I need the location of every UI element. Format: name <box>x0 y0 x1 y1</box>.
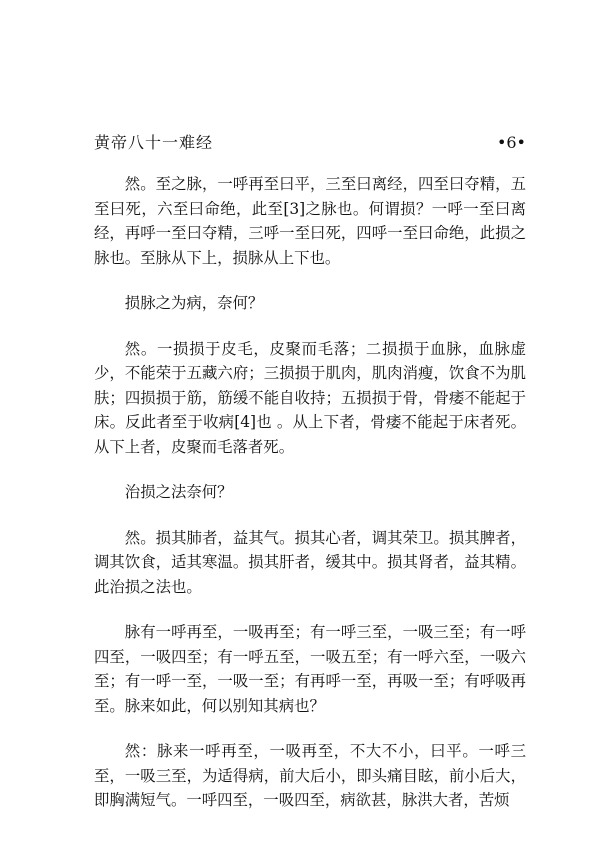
running-header <box>94 132 526 154</box>
book-title: 黄帝八十一难经 <box>94 133 214 152</box>
paragraph-question-breath: 脉有一呼再至，一吸再至；有一呼三至，一吸三至；有一呼四至，一吸四至；有一呼五至，一吸五至；有一呼六至，一吸六至；有一呼一至，一吸一至；有再呼一至，再吸一至；有呼吸再至。脉来如此，何以别知其病也？ <box>94 623 526 715</box>
paragraph-question-disease: 损脉之为病，奈何？ <box>124 294 264 312</box>
page-number: •6• <box>496 133 526 152</box>
paragraph-answer-treatment: 然。损其肺者，益其气。损其心者，调其荣卫。损其脾者，调其饮食，适其寒温。损其肝者，缓其中。损其肾者，益其精。此治损之法也。 <box>94 528 526 596</box>
paragraph-question-treatment: 治损之法奈何？ <box>124 483 233 501</box>
paragraph-answer-breath: 然：脉来一呼再至，一吸再至，不大不小，曰平。一呼三至，一吸三至，为适得病，前大后小，即头痛目眩，前小后大，即胸满短气。一呼四至，一吸四至，病欲甚，脉洪大者，苦烦 <box>94 742 526 809</box>
paragraph-answer-pulse: 然。至之脉，一呼再至曰平，三至曰离经，四至曰夺精，五至曰死，六至曰命绝，此至[3]之脉也。何谓损？一呼一至曰离经，再呼一至曰夺精，三呼一至曰死，四呼一至曰命绝，此损之脉也。至脉从下上，损脉从上下也。 <box>94 175 526 267</box>
paragraph-answer-five-losses: 然。一损损于皮毛，皮聚而毛落；二损损于血脉，血脉虚少，不能荣于五藏六府；三损损于肌肉，肌肉消瘦，饮食不为肌肤；四损损于筋，筋缓不能自收持；五损损于骨，骨痿不能起于床。反此者至于收病[4]也 。从上下者，骨痿不能起于床者死。从下上者，皮聚而毛落者死。 <box>94 339 526 456</box>
page-body <box>94 172 526 834</box>
